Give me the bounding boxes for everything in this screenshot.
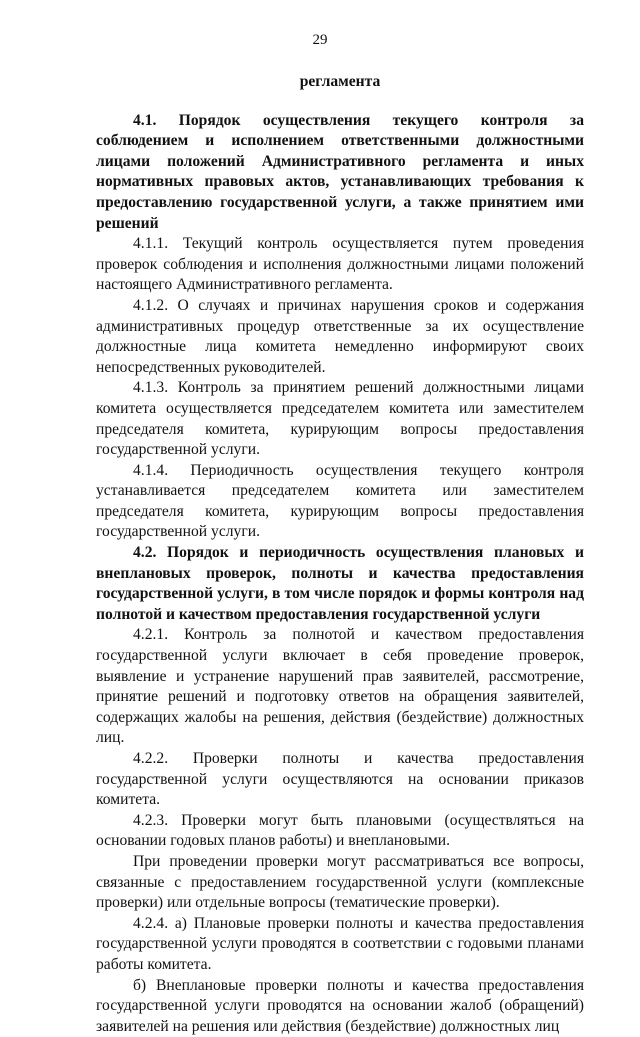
paragraph: 4.2.2. Проверки полноты и качества предоставления государственной услуги осуществляются на основании приказов комитета. bbox=[96, 750, 584, 809]
page-number: 29 bbox=[312, 32, 328, 48]
paragraph: 4.2.1. Контроль за полнотой и качеством предоставления государственной услуги включает в себя проведение проверок, выявление и устранение нарушений прав заявителей, рассмотрение, принятие решений и подготовку ответов на обращения заявителей, содержащих жалобы на решения, действия (бездействие) должностных лиц. bbox=[96, 626, 584, 747]
document-body bbox=[96, 72, 584, 1037]
paragraph: 4.1.2. О случаях и причинах нарушения сроков и содержания административных процедур ответственные за их осуществление должностные лица комитета немедленно информируют своих непосредственных руководителей. bbox=[96, 296, 584, 376]
paragraph: 4.1.3. Контроль за принятием решений должностными лицами комитета осуществляется председателем комитета или заместителем председателя комитета, курирующим вопросы предоставления государственной услуги. bbox=[96, 379, 584, 459]
paragraph: 4.1.1. Текущий контроль осуществляется путем проведения проверок соблюдения и исполнения должностными лицами положений настоящего Административного регламента. bbox=[96, 235, 584, 294]
paragraph-list bbox=[96, 111, 584, 1037]
section-heading: регламента bbox=[299, 73, 381, 90]
section-subheading: 4.2. Порядок и периодичность осуществления плановых и внеплановых проверок, полноты и качества предоставления государственной услуги, в том числе порядок и формы контроля над полнотой и качеством предоставления государственной услуги bbox=[96, 544, 584, 623]
paragraph: 4.1.4. Периодичность осуществления текущего контроля устанавливается председателем комитета или заместителем председателя комитета, курирующим вопросы предоставления государственной услуги. bbox=[96, 461, 584, 541]
section-subheading: 4.1. Порядок осуществления текущего контроля за соблюдением и исполнением ответственными должностными лицами положений Административного регламента и иных нормативных правовых актов, устанавливающих требования к предоставлению государственной услуги, а также принятием ими решений bbox=[96, 111, 584, 232]
paragraph: 4.2.4. а) Плановые проверки полноты и качества предоставления государственной услуги проводятся в соответствии с годовыми планами работы комитета. bbox=[96, 914, 584, 973]
paragraph: б) Внеплановые проверки полноты и качества предоставления государственной услуги проводятся на основании жалоб (обращений) заявителей на решения или действия (бездействие) должностных лиц bbox=[96, 976, 584, 1035]
paragraph: 4.2.3. Проверки могут быть плановыми (осуществляться на основании годовых планов работы) и внеплановыми. bbox=[96, 811, 584, 850]
paragraph: При проведении проверки могут рассматриваться все вопросы, связанные с предоставлением государственной услуги (комплексные проверки) или отдельные вопросы (тематические проверки). bbox=[96, 852, 584, 912]
